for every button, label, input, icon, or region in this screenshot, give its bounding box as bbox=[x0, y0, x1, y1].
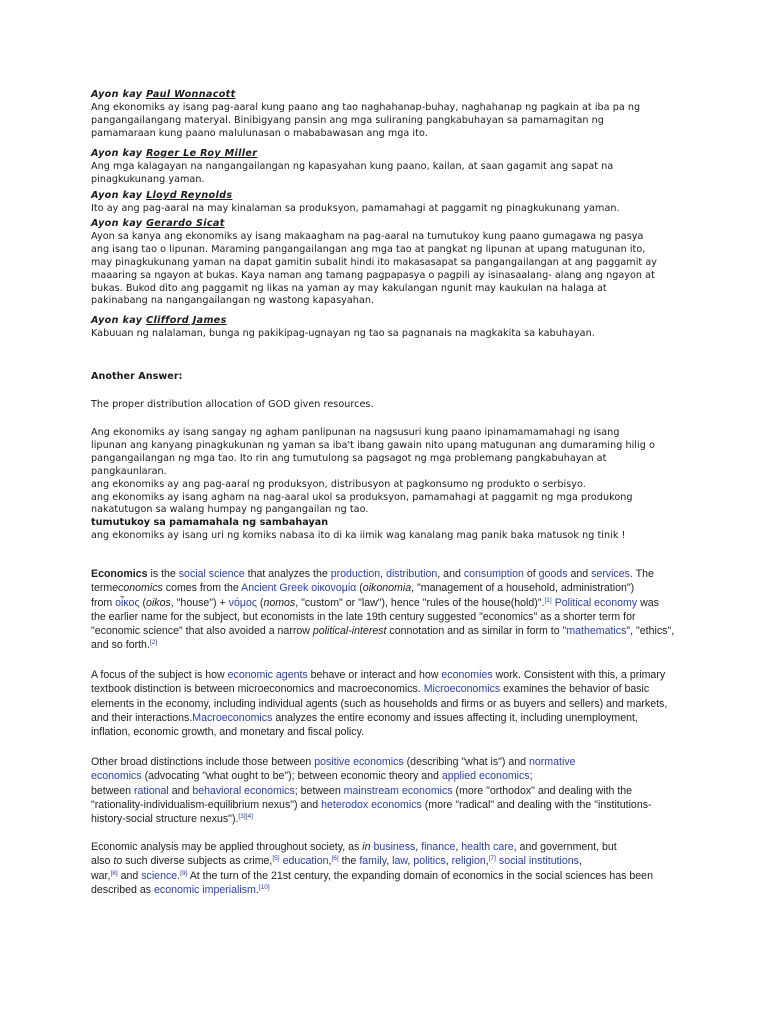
link-social-institutions[interactable]: social institutions bbox=[498, 855, 579, 868]
text-line: also to such diverse subjects as crime,[5] education,[6] the family, law, politics, religion,[7] social institutions, bbox=[91, 855, 582, 868]
another-answer-heading: Another Answer: bbox=[91, 371, 183, 382]
text-line: ang ekonomiks ay isang agham na nag-aaral ukol sa produksyon, pamamahagi at paggamit ng mga produkong bbox=[91, 491, 633, 503]
text-line: the earlier name for the subject, but economists in the late 19th century suggested "economics" as a shorter term for bbox=[91, 610, 636, 623]
text-line: may pinagkukunang yaman na dapat gamitin subalit hindi ito makasasapat sa pangangailangan at ang paggamit ay bbox=[91, 256, 657, 268]
citation-8[interactable]: [8] bbox=[110, 869, 118, 877]
citation-10[interactable]: [10] bbox=[258, 883, 270, 891]
text-line: described as economic imperialism.[10] bbox=[91, 883, 270, 896]
ayon-heading: Ayon kay Gerardo Sicat bbox=[91, 218, 225, 229]
text-line: lipunan ang kanyang pinagkukunan ng yaman sa iba't ibang gawain nito upang matugunan ang dumaraming hilig o bbox=[91, 439, 655, 451]
greek-nomos[interactable]: νόμος bbox=[228, 596, 257, 609]
link-production[interactable]: production bbox=[330, 568, 381, 580]
link-health-care[interactable]: health care bbox=[461, 841, 514, 853]
link-goods[interactable]: goods bbox=[538, 568, 568, 580]
citation-6[interactable]: [6] bbox=[331, 855, 339, 863]
ayon-section-wonnacott bbox=[91, 89, 640, 141]
link-consumption[interactable]: consumption bbox=[463, 568, 524, 580]
another-answer-paragraph bbox=[91, 427, 655, 543]
link-finance[interactable]: finance bbox=[421, 841, 456, 853]
text-line: pamamaraan kung paano malulunasan o mababawasan ang mga ito. bbox=[91, 127, 428, 139]
link-mainstream-economics[interactable]: mainstream economics bbox=[343, 784, 453, 797]
link-microeconomics[interactable]: Microeconomics bbox=[423, 683, 501, 696]
text-line: elements in the economy, including individual agents (such as households and firms or as buyers and sellers) and markets, bbox=[91, 697, 668, 710]
text-line: pakinabang na nangangailangan ng wastong kapasyahan. bbox=[91, 295, 375, 307]
link-business[interactable]: business bbox=[373, 841, 416, 853]
link-political-economy[interactable]: Political economy bbox=[554, 596, 638, 609]
citation-1[interactable]: [1] bbox=[544, 596, 552, 604]
link-family[interactable]: family bbox=[359, 855, 387, 868]
link-rational[interactable]: rational bbox=[134, 784, 169, 797]
text-line: and so forth.[2] bbox=[91, 639, 158, 652]
text-line: "economic science" that also avoided a narrow political-interest connotation and as similar in form to "mathematics", "ethics", bbox=[91, 625, 675, 638]
text-line: economics (advocating "what ought to be"); between economic theory and applied economics; bbox=[91, 770, 533, 783]
link-law[interactable]: law bbox=[392, 855, 408, 868]
text-line: pangangailangang materyal. Binibigyang pansin ang mga suliraning pangkabuhayan sa pamamagitan ng bbox=[91, 114, 604, 126]
text-line: ang ekonomiks ay isang uri ng komiks nabasa ito di ka iimik wag kanalang mag panik baka matusok ng tinik ! bbox=[91, 530, 626, 542]
economics-distinctions-paragraph bbox=[91, 755, 652, 826]
author-name: Gerardo Sicat bbox=[146, 218, 225, 229]
link-economic-agents[interactable]: economic agents bbox=[227, 669, 308, 681]
text-line: inflation, economic growth, and monetary and fiscal policy. bbox=[91, 726, 365, 739]
text-line: Ang ekonomiks ay isang pag-aaral kung paano ang tao naghahanap-buhay, naghahanap ng pagkain at iba pa ng bbox=[91, 101, 641, 113]
author-name: Clifford James bbox=[146, 315, 227, 326]
text-line: Ito ay ang pag-aaral na may kinalaman sa produksyon, pamamahagi at paggamit ng pinagkukunang yaman. bbox=[91, 202, 620, 214]
text-line: Economic analysis may be applied throughout society, as in business, finance, health care, and government, but bbox=[91, 841, 617, 853]
ayon-section-james bbox=[91, 315, 595, 341]
link-education[interactable]: education bbox=[282, 855, 329, 868]
citation-2[interactable]: [2] bbox=[149, 639, 158, 647]
text-line: Kabuuan ng nalalaman, bunga ng pakikipag-ugnayan ng tao sa pagnanais na magkakita sa kabuhayan. bbox=[91, 327, 595, 339]
text-line: termeconomics comes from the Ancient Greek οἰκονομία (oikonomia, "management of a household, administration") bbox=[91, 582, 635, 595]
link-science[interactable]: science bbox=[141, 869, 178, 882]
ayon-heading: Ayon kay Roger Le Roy Miller bbox=[91, 148, 258, 159]
text-line: Ang mga kalagayan na nangangailangan ng kapasyahan kung paano, kailan, at saan gagamit ang sapat na bbox=[91, 160, 614, 172]
author-name: Roger Le Roy Miller bbox=[146, 148, 258, 159]
link-macroeconomics[interactable]: Macroeconomics bbox=[192, 711, 273, 724]
link-economies[interactable]: economies bbox=[441, 669, 493, 681]
text-line: Economics is the social science that analyzes the production, distribution, and consumption of goods and services. The bbox=[91, 568, 654, 580]
text-line: history-social structure nexus").[3][4] bbox=[91, 813, 253, 826]
text-line: bukas. Bukod dito ang paggamit ng likas na yaman ay may kakulangan ngunit may kaukulan na halaga at bbox=[91, 282, 607, 294]
text-line: Ang ekonomiks ay isang sangay ng agham panlipunan na nagsusuri kung paano ipinamamamahagi ng isang bbox=[91, 427, 620, 438]
link-politics[interactable]: politics bbox=[413, 855, 446, 868]
link-services[interactable]: services bbox=[591, 568, 630, 580]
link-applied-economics[interactable]: applied economics bbox=[441, 770, 530, 783]
link-behavioral-economics[interactable]: behavioral economics bbox=[192, 784, 295, 797]
citation-7[interactable]: [7] bbox=[488, 855, 496, 863]
text-line: from οἶκος (oikos, "house") + νόμος (nomos, "custom" or "law"), hence "rules of the house(hold)".[1] Political economy was bbox=[91, 596, 659, 609]
link-positive-economics[interactable]: positive economics bbox=[314, 756, 404, 768]
greek-oikos[interactable]: οἶκος bbox=[115, 596, 140, 609]
text-line: between rational and behavioral economics; between mainstream economics (more "orthodox" and dealing with the bbox=[91, 784, 633, 797]
text-line: pangkaunlaran. bbox=[91, 465, 167, 477]
text-line: textbook distinction is between microeconomics and macroeconomics. Microeconomics examines the behavior of basic bbox=[91, 683, 650, 696]
text-line: Other broad distinctions include those between positive economics (describing "what is") and normative bbox=[91, 756, 576, 768]
citation-5[interactable]: [5] bbox=[272, 855, 280, 863]
ayon-heading: Ayon kay Clifford James bbox=[91, 315, 227, 326]
link-mathematics[interactable]: mathematics bbox=[566, 625, 627, 638]
author-name: Lloyd Reynolds bbox=[146, 190, 233, 201]
text-line: Ayon sa kanya ang ekonomiks ay isang makaagham na pag-aaral na tumutukoy kung paano gumagawa ng pasya bbox=[91, 230, 644, 242]
text-line: "rationality-individualism-equilibrium nexus") and heterodox economics (more "radical" and dealing with the "institutions- bbox=[91, 798, 652, 811]
economics-analysis-paragraph bbox=[91, 840, 653, 897]
link-normative-economics[interactable]: normative bbox=[529, 756, 576, 768]
citation-3-4[interactable]: [3][4] bbox=[238, 813, 253, 821]
text-line: maaaring sa ngayon at bukas. Kaya naman ang tamang pagpapasya o pagpili ay isinasaalang- alang ang ngayon at bbox=[91, 269, 655, 281]
link-religion[interactable]: religion bbox=[451, 855, 486, 868]
text-line: A focus of the subject is how economic agents behave or interact and how economies work. Consistent with this, a primary bbox=[91, 669, 666, 681]
bold-line: tumutukoy sa pamamahala ng sambahayan bbox=[91, 517, 329, 529]
text-line: pangangailangan ng mga tao. Ito rin ang tumutulong sa pagsagot ng mga problemang pangkabuhayan at bbox=[91, 452, 607, 464]
text-line: war,[8] and science.[9] At the turn of the 21st century, the expanding domain of economics in the social sciences has been bbox=[91, 869, 653, 882]
economics-focus-paragraph bbox=[91, 668, 667, 739]
text-line: pinagkukunang yaman. bbox=[91, 173, 205, 185]
text-line: and their interactions.Macroeconomics analyzes the entire economy and issues affecting it, including unemployment, bbox=[91, 711, 638, 724]
ayon-section-reynolds bbox=[91, 190, 620, 216]
ayon-section-miller bbox=[91, 148, 613, 187]
text-line: nakatutugon sa walang humpay ng pangangailan ng tao. bbox=[91, 504, 369, 516]
link-economic-imperialism[interactable]: economic imperialism bbox=[154, 883, 256, 896]
link-social-science[interactable]: social science bbox=[178, 568, 245, 580]
link-heterodox-economics[interactable]: heterodox economics bbox=[321, 798, 422, 811]
ayon-heading: Ayon kay Paul Wonnacott bbox=[91, 89, 236, 100]
author-name: Paul Wonnacott bbox=[146, 89, 236, 100]
link-normative-economics-cont[interactable]: economics bbox=[91, 770, 142, 783]
link-ancient-greek[interactable]: Ancient Greek bbox=[241, 582, 309, 595]
text-line: ang isang tao o lipunan. Maraming pangangailangan ang mga tao at pangkat ng lipunan at upang matugunan ito, bbox=[91, 243, 646, 255]
economics-intro-paragraph bbox=[91, 567, 674, 653]
proper-distribution-line: The proper distribution allocation of GOD given resources. bbox=[91, 399, 374, 410]
text-line: ang ekonomiks ay ang pag-aaral ng produksyon, distribusyon at pagkonsumo ng produkto o serbisyo. bbox=[91, 478, 586, 490]
citation-9[interactable]: [9] bbox=[180, 869, 188, 877]
link-distribution[interactable]: distribution bbox=[386, 568, 438, 580]
greek-oikonomia[interactable]: οἰκονομία bbox=[311, 582, 357, 595]
ayon-section-sicat bbox=[91, 218, 657, 308]
ayon-heading: Ayon kay Lloyd Reynolds bbox=[91, 190, 233, 201]
